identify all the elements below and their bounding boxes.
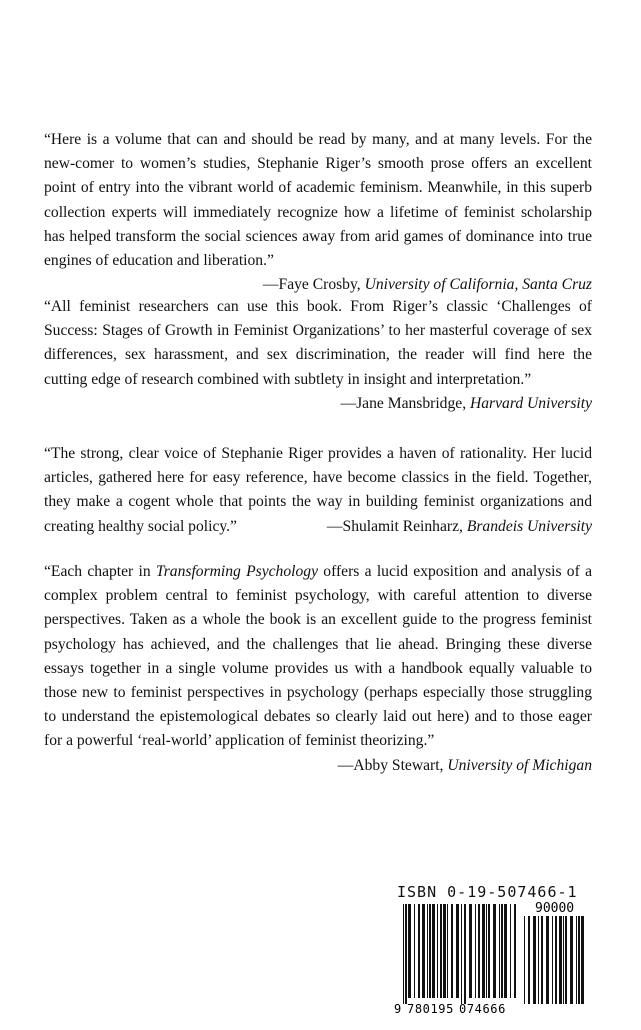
barcode-bar [429, 904, 431, 998]
blurb-text-pre: “Each chapter in [44, 563, 156, 580]
blurb-attribution [327, 515, 592, 539]
blurb-attribution [338, 754, 592, 778]
barcode-bar [565, 916, 567, 1004]
barcode-bar [451, 904, 453, 998]
blurb-author: —Faye Crosby, [262, 276, 361, 294]
barcode-bar [528, 916, 530, 1004]
barcode-bar [432, 904, 435, 998]
book-title: Transforming Psychology [155, 563, 318, 580]
blurb-stewart [44, 560, 592, 778]
barcode-bar [552, 916, 553, 1004]
barcode-bar [447, 904, 448, 998]
barcode-bar [581, 916, 584, 1004]
blurb-mansbridge [44, 295, 592, 416]
barcode-bar [541, 916, 543, 1004]
barcode-bar [514, 904, 516, 998]
blurb-text: “Here is a volume that can and should be read by many, and at many levels. For the new-comer to women’s studies, Stephanie Riger’s smooth prose offers an excellent point of entry into the vibrant world of academic feminism. Meanwhile, in this superb collection experts will immediately recognize how a lifetime of feminist scholarship has helped transform the social sciences away from arid games of dominance into true engines of education and liberation.” [44, 131, 592, 270]
ean-bars [403, 904, 516, 1004]
blurb-affiliation: University of Michigan [447, 756, 592, 774]
barcode-bar [559, 916, 562, 1004]
barcode [393, 900, 590, 1030]
barcode-bar [478, 904, 480, 998]
barcode-bar [563, 916, 564, 1004]
blurb-author: —Abby Stewart, [337, 756, 444, 774]
isbn-label: ISBN 0-19-507466-1 [397, 883, 578, 901]
blurb-text: offers a lucid exposition and analysis of a complex problem central to feminist psychology, with careful attention to diverse perspectives. Taken as a whole the book is an excellent guide to the progress feminist psychology has achieved, and the challenges that lie ahead. Bringing these diverse essays together in a single volume provides us with a handbook equally valuable to those new to feminist perspectives in psychology (perhaps especially those struggling to understand the epistemological debates so clearly laid out here) and to those eager for a powerful ‘real-world’ application of feminist theorizing.” [44, 563, 592, 750]
barcode-bar [482, 904, 485, 998]
ean-left-digits: 780195 [407, 1002, 454, 1015]
barcode-bar [475, 904, 476, 998]
blurb-author: —Shulamit Reinharz, [326, 517, 463, 535]
ean-right-digits: 074666 [459, 1002, 506, 1015]
barcode-bar [440, 904, 442, 998]
ean-prefix-digit: 9 [394, 1002, 402, 1015]
barcode-bar [488, 904, 490, 998]
barcode-bar [456, 904, 459, 998]
blurb-text: “All feminist researchers can use this book. From Riger’s classic ‘Challenges of Success: Stages of Growth in Feminist Organizations’ to her masterful coverage of sex differences, sex harassment, and sex discrimination, the reader will find here the cutting edge of research combined with subtlety in insight and interpretation.” [44, 298, 592, 388]
barcode-bar [403, 904, 404, 1004]
barcode-bar [408, 904, 411, 998]
barcode-bar [418, 904, 420, 998]
barcode-bar [437, 904, 438, 998]
barcode-bar [427, 904, 428, 998]
barcode-bar [504, 904, 507, 998]
barcode-bar [469, 904, 472, 998]
barcode-bar [493, 904, 496, 998]
barcode-bar [546, 916, 549, 1004]
barcode-bar [524, 916, 525, 1004]
barcode-bar [501, 904, 503, 998]
barcode-bar [486, 904, 487, 998]
blurb-affiliation: University of California, Santa Cruz [364, 276, 592, 294]
barcode-bar [576, 916, 577, 1004]
barcode-bar [570, 916, 573, 1004]
blurb-author: —Jane Mansbridge, [340, 394, 467, 412]
barcode-bar [499, 904, 500, 998]
addon-digits: 90000 [535, 901, 575, 916]
barcode-bar [533, 916, 536, 1004]
barcode-bar [578, 916, 580, 1004]
barcode-bar [538, 916, 539, 1004]
barcode-bar [461, 904, 462, 1004]
blurb-text: “The strong, clear voice of Stephanie Riger provides a haven of rationality. Her lucid articles, gathered here for easy reference, have become classics in the field. Together, they make a cogent whole that points the way in building feminist organizations and creating healthy social policy.” [44, 445, 592, 535]
blurb-crosby [44, 128, 592, 297]
blurb-affiliation: Harvard University [470, 394, 592, 412]
barcode-bar [555, 916, 557, 1004]
addon-bars [524, 916, 584, 1004]
barcode-bar [414, 904, 415, 998]
barcode-bar [422, 904, 425, 998]
blurb-attribution [44, 392, 592, 416]
barcode-bar [443, 904, 446, 998]
ean-barcode-svg [393, 900, 590, 1015]
blurb-affiliation: Brandeis University [466, 517, 592, 535]
blurb-reinharz [44, 442, 592, 539]
barcode-bar [464, 904, 466, 1004]
barcode-bar [405, 904, 407, 1004]
barcode-bar [510, 904, 511, 998]
blurb-attribution [263, 273, 592, 297]
